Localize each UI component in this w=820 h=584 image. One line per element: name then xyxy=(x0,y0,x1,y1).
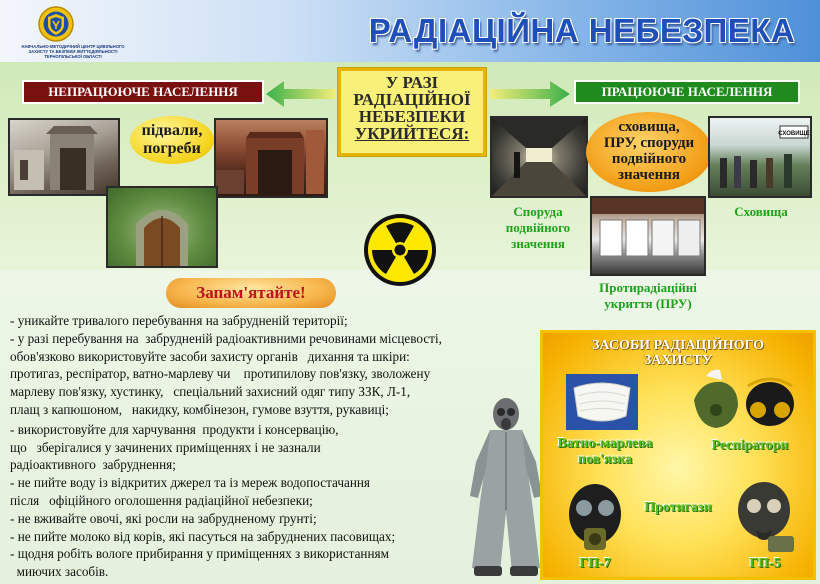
take-shelter-line-3: НЕБЕЗПЕКИ xyxy=(358,107,466,126)
pru-caption-line-1: Протирадіаційні xyxy=(599,280,697,295)
rule-line-12: - не вживайте овочі, які росли на забрудненому ґрунті; xyxy=(10,510,317,526)
take-shelter-line-2: РАДІАЦІЙНОЇ xyxy=(353,90,471,109)
shelters-line-4: значення xyxy=(617,167,681,183)
take-shelter-line-1: У РАЗІ xyxy=(385,73,439,92)
rule-line-3: обов'язково використовуйте засоби захисту органів дихання та шкіри: xyxy=(10,348,410,364)
pru-caption-line-2: укриття (ПРУ) xyxy=(604,296,692,311)
rule-line-1: - уникайте тривалого перебування на забрудненій території; xyxy=(10,313,348,328)
gas-mask-gp7-icon xyxy=(562,480,628,554)
shelters-line-3: подвійного xyxy=(611,151,687,167)
shelters-line-2: ПРУ, споруди xyxy=(603,135,695,151)
arrow-left-icon xyxy=(262,76,338,110)
take-shelter-line-4: УКРИЙТЕСЯ: xyxy=(354,124,470,143)
remember-banner: Запам'ятайте! xyxy=(166,278,336,308)
basements-line-1: підвали, xyxy=(141,122,203,139)
dual-caption-line-2: подвійного xyxy=(505,220,571,235)
shelters-oval xyxy=(586,112,712,192)
gauze-bandage-line-2: пов'язка xyxy=(577,452,633,467)
shelters-line-1: сховища, xyxy=(618,119,680,135)
respirators-label: Респіратори xyxy=(711,438,789,453)
rule-line-4: протигаз, респіратор, ватно-марлеву чи протипилову пов'язку, зволожену xyxy=(10,366,431,382)
dual-purpose-caption xyxy=(490,204,586,252)
protective-suit-figure xyxy=(462,392,546,582)
take-shelter-box xyxy=(338,68,486,156)
gauze-bandage-icon xyxy=(566,374,638,430)
rule-line-15: миючих засобів. xyxy=(10,564,109,580)
basements-line-2: погреби xyxy=(143,140,201,157)
organization-name: НАВЧАЛЬНО-МЕТОДИЧНИЙ ЦЕНТР ЦИВІЛЬНОГО ЗАХИСТУ ТА БЕЗПЕКИ ЖИТТЄДІЯЛЬНОСТІ ТЕРНОПІЛЬСЬКОЇ ОБЛАСТІ xyxy=(21,44,125,59)
respirator-icon xyxy=(688,366,802,436)
gp7-label: ГП-7 xyxy=(579,556,611,571)
dual-caption-line-3: значення xyxy=(511,236,565,251)
shelter-sign: СХОВИЩЕ xyxy=(778,131,810,137)
gas-mask-gp5-icon xyxy=(732,478,798,554)
dual-purpose-structure-photo xyxy=(490,116,588,198)
gp5-label: ГП-5 xyxy=(749,556,781,571)
rule-line-8: що зберігалися у зачинених приміщеннях і не зазнали xyxy=(10,439,321,455)
protection-means-title xyxy=(540,338,816,368)
basement-entrance-photo xyxy=(8,118,120,196)
shelter-caption: Сховища xyxy=(734,204,788,219)
rule-line-6: плащ з капюшоном, накидку, комбінезон, гумове взуття, рукавиці; xyxy=(10,401,389,417)
shelter-entrance-photo xyxy=(708,116,812,198)
earth-cellar-photo xyxy=(106,186,218,268)
arrow-right-icon xyxy=(488,76,572,110)
basements-cellars-oval xyxy=(130,116,214,164)
rule-line-10: - не пийте воду із відкритих джерел та із мереж водопостачання xyxy=(10,475,370,491)
rule-line-13: - не пийте молоко від корів, які пасуться на забруднених пасовищах; xyxy=(10,528,396,544)
emblem-icon xyxy=(38,6,74,42)
rule-line-9: радіоактивного забруднення; xyxy=(10,457,176,473)
rule-line-11: після офіційного оголошення радіаційної небезпеки; xyxy=(10,492,313,508)
gas-masks-label: Протигази xyxy=(644,500,712,515)
protection-title-line-2: ЗАХИСТУ xyxy=(643,353,713,368)
gauze-bandage-label xyxy=(546,436,664,468)
pru-caption xyxy=(578,280,718,312)
radiation-shelter-photo xyxy=(590,196,706,276)
brick-cellar-photo xyxy=(214,118,328,198)
gauze-bandage-line-1: Ватно-марлева xyxy=(557,436,653,451)
dual-caption-line-1: Споруда xyxy=(513,204,563,219)
rule-line-7: - використовуйте для харчування продукти і консервацію, xyxy=(10,421,339,437)
page-title: РАДІАЦІЙНА НЕБЕЗПЕКА xyxy=(368,12,796,49)
rule-line-14: - щодня робіть вологе прибирання у приміщеннях з використанням xyxy=(10,546,389,562)
rule-line-2: - у разі перебування на забрудненій радіоактивними речовинами місцевості, xyxy=(10,330,442,346)
nonworking-population-label: НЕПРАЦЮЮЧЕ НАСЕЛЕННЯ xyxy=(22,80,264,104)
safety-rules-list xyxy=(10,312,530,581)
working-population-label: ПРАЦЮЮЧЕ НАСЕЛЕННЯ xyxy=(574,80,800,104)
protection-title-line-1: ЗАСОБИ РАДІАЦІЙНОГО xyxy=(592,338,764,353)
rule-line-5: марлеву пов'язку, хустинку, спеціальний захисний одяг типу ЗЗК, Л-1, xyxy=(10,384,411,400)
radiation-hazard-icon xyxy=(362,212,438,288)
